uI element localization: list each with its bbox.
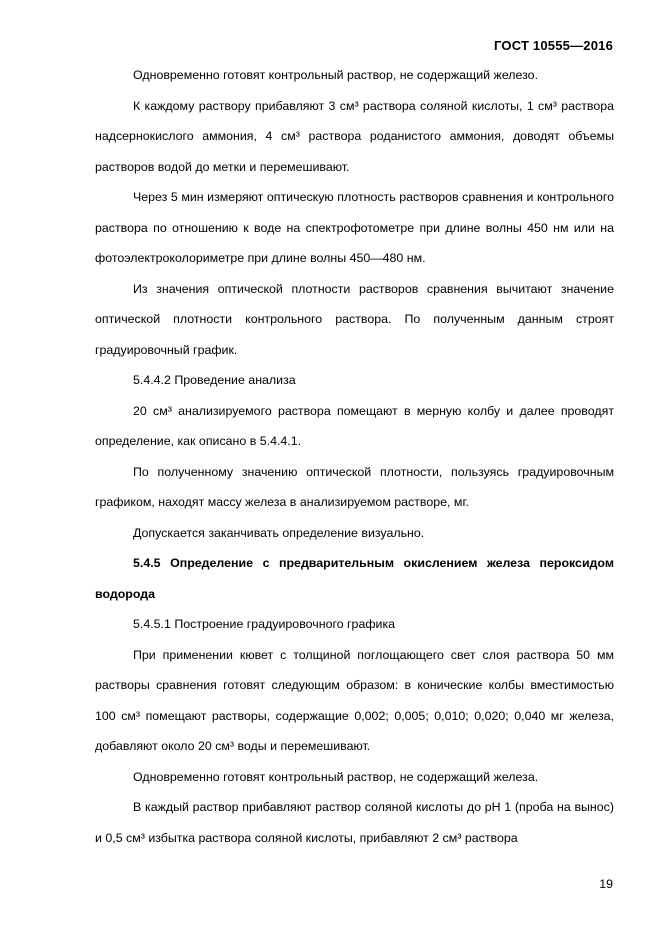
paragraph-iron-mass: По полученному значению оптической плотности, пользуясь градуировочным графиком, находят массу железа в анализируемом растворе, мг.	[95, 464, 614, 509]
paragraph-analysis: 20 см³ анализируемого раствора помещают в мерную колбу и далее проводят определение, как описано в 5.4.4.1.	[95, 403, 614, 448]
paragraph-control-solution-2: Одновременно готовят контрольный раствор, не содержащий железа.	[133, 769, 539, 784]
paragraph-reagents: К каждому раствору прибавляют 3 см³ раствора соляной кислоты, 1 см³ раствора надсернокислого аммония, 4 см³ раствора роданистого аммония, доводят объемы растворов водой до метки и перемешивают.	[95, 98, 614, 174]
page-number: 19	[599, 877, 613, 891]
paragraph-cuvettes: При применении кювет с толщиной поглощающего свет слоя раствора 50 мм растворы сравнения готовят следующим образом: в конические колбы вместимостью 100 см³ помещают растворы, содержащие 0,002; 0,005; 0,010; 0,020; 0,040 мг железа, добавляют около 20 см³ воды и перемешивают.	[95, 647, 614, 753]
section-heading-peroxide: 5.4.5 Определение с предварительным окислением железа пероксидом водорода	[95, 556, 614, 601]
paragraph-acid-addition: В каждый раствор прибавляют раствор соляной кислоты до pH 1 (проба на вынос) и 0,5 см³ избытка раствора соляной кислоты, прибавляют 2 см³ раствора	[95, 800, 614, 845]
paragraph-visual: Допускается заканчивать определение визуально.	[133, 525, 425, 540]
document-id: ГОСТ 10555—2016	[494, 38, 613, 53]
section-heading-calibration-graph: 5.4.5.1 Построение градуировочного графика	[133, 617, 396, 631]
paragraph-measurement: Через 5 мин измеряют оптическую плотность растворов сравнения и контрольного раствора по отношению к воде на спектрофотометре при длине волны 450 нм или на фотоэлектроколориметре при длине волны 450—480 нм.	[95, 190, 614, 265]
paragraph-control-solution: Одновременно готовят контрольный раствор, не содержащий железо.	[133, 68, 539, 82]
body-text	[95, 60, 614, 853]
paragraph-calibration: Из значения оптической плотности растворов сравнения вычитают значение оптической плотности контрольного раствора. По полученным данным строят градуировочный график.	[95, 281, 614, 357]
section-heading-analysis: 5.4.4.2 Проведение анализа	[133, 373, 296, 387]
